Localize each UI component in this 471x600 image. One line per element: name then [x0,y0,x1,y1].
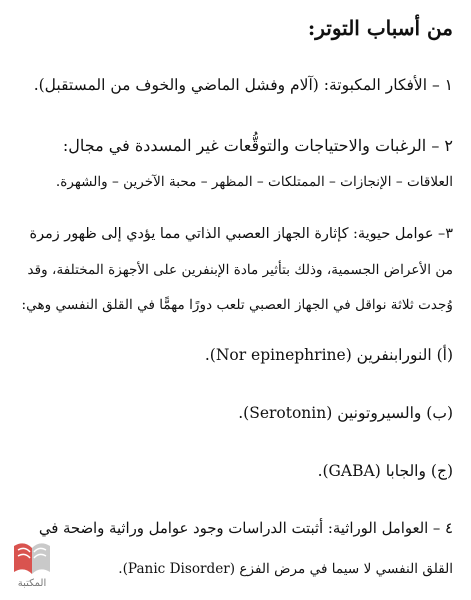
subitem-a [205,346,453,364]
item-3-line-3: وُجدت ثلاثة نواقل في الجهاز العصبي تلعب دورًا مهمًّا في القلق النفسي وهي: [21,297,453,313]
subitem-c-suffix: ). [317,462,329,480]
open-book-icon [6,536,58,580]
subitem-a-term: Nor epinephrine [215,346,346,364]
library-logo-text: المكتبة [17,578,47,589]
subitem-b-prefix: (ب) والسيروتونين ( [326,404,453,422]
subitem-b-term: Serotonin [249,404,327,422]
item-4-prefix: القلق النفسي لا سيما في مرض الفزع ( [229,561,453,577]
item-4-line-2 [118,561,453,577]
section-heading: من أسباب التوتر: [307,16,453,40]
item-2-line: ٢ – الرغبات والاحتياجات والتوقُّعات غير المسددة في مجال: [62,136,453,155]
subitem-c [318,462,453,480]
subitem-c-prefix: (ج) والجابا ( [374,462,453,480]
item-4-suffix: ). [118,561,128,577]
item-4-line-1: ٤ – العوامل الوراثية: أثبتت الدراسات وجود عوامل وراثية واضحة في [38,520,453,537]
subitem-b [238,404,453,422]
subitem-c-term: GABA [328,462,375,480]
subitem-a-prefix: (أ) النورابنفرين ( [345,346,453,364]
subitem-a-suffix: ). [204,346,216,364]
item-2-list: العلاقات – الإنجازات – الممتلكات – المظهر – محبة الآخرين – والشهرة. [55,174,453,190]
library-logo [6,536,58,596]
item-3-line-2: من الأعراض الجسمية، وذلك بتأثير مادة الإبنفرين على الأجهزة المختلفة، وقد [27,262,453,278]
subitem-b-suffix: ). [238,404,250,422]
item-3-line-1: ٣– عوامل حيوية: كإثارة الجهاز العصبي الذاتي مما يؤدي إلى ظهور زمرة [29,226,453,242]
item-1-line: ١ – الأفكار المكبوتة: (آلام وفشل الماضي والخوف من المستقبل). [33,76,453,94]
item-4-term: Panic Disorder [127,561,230,577]
